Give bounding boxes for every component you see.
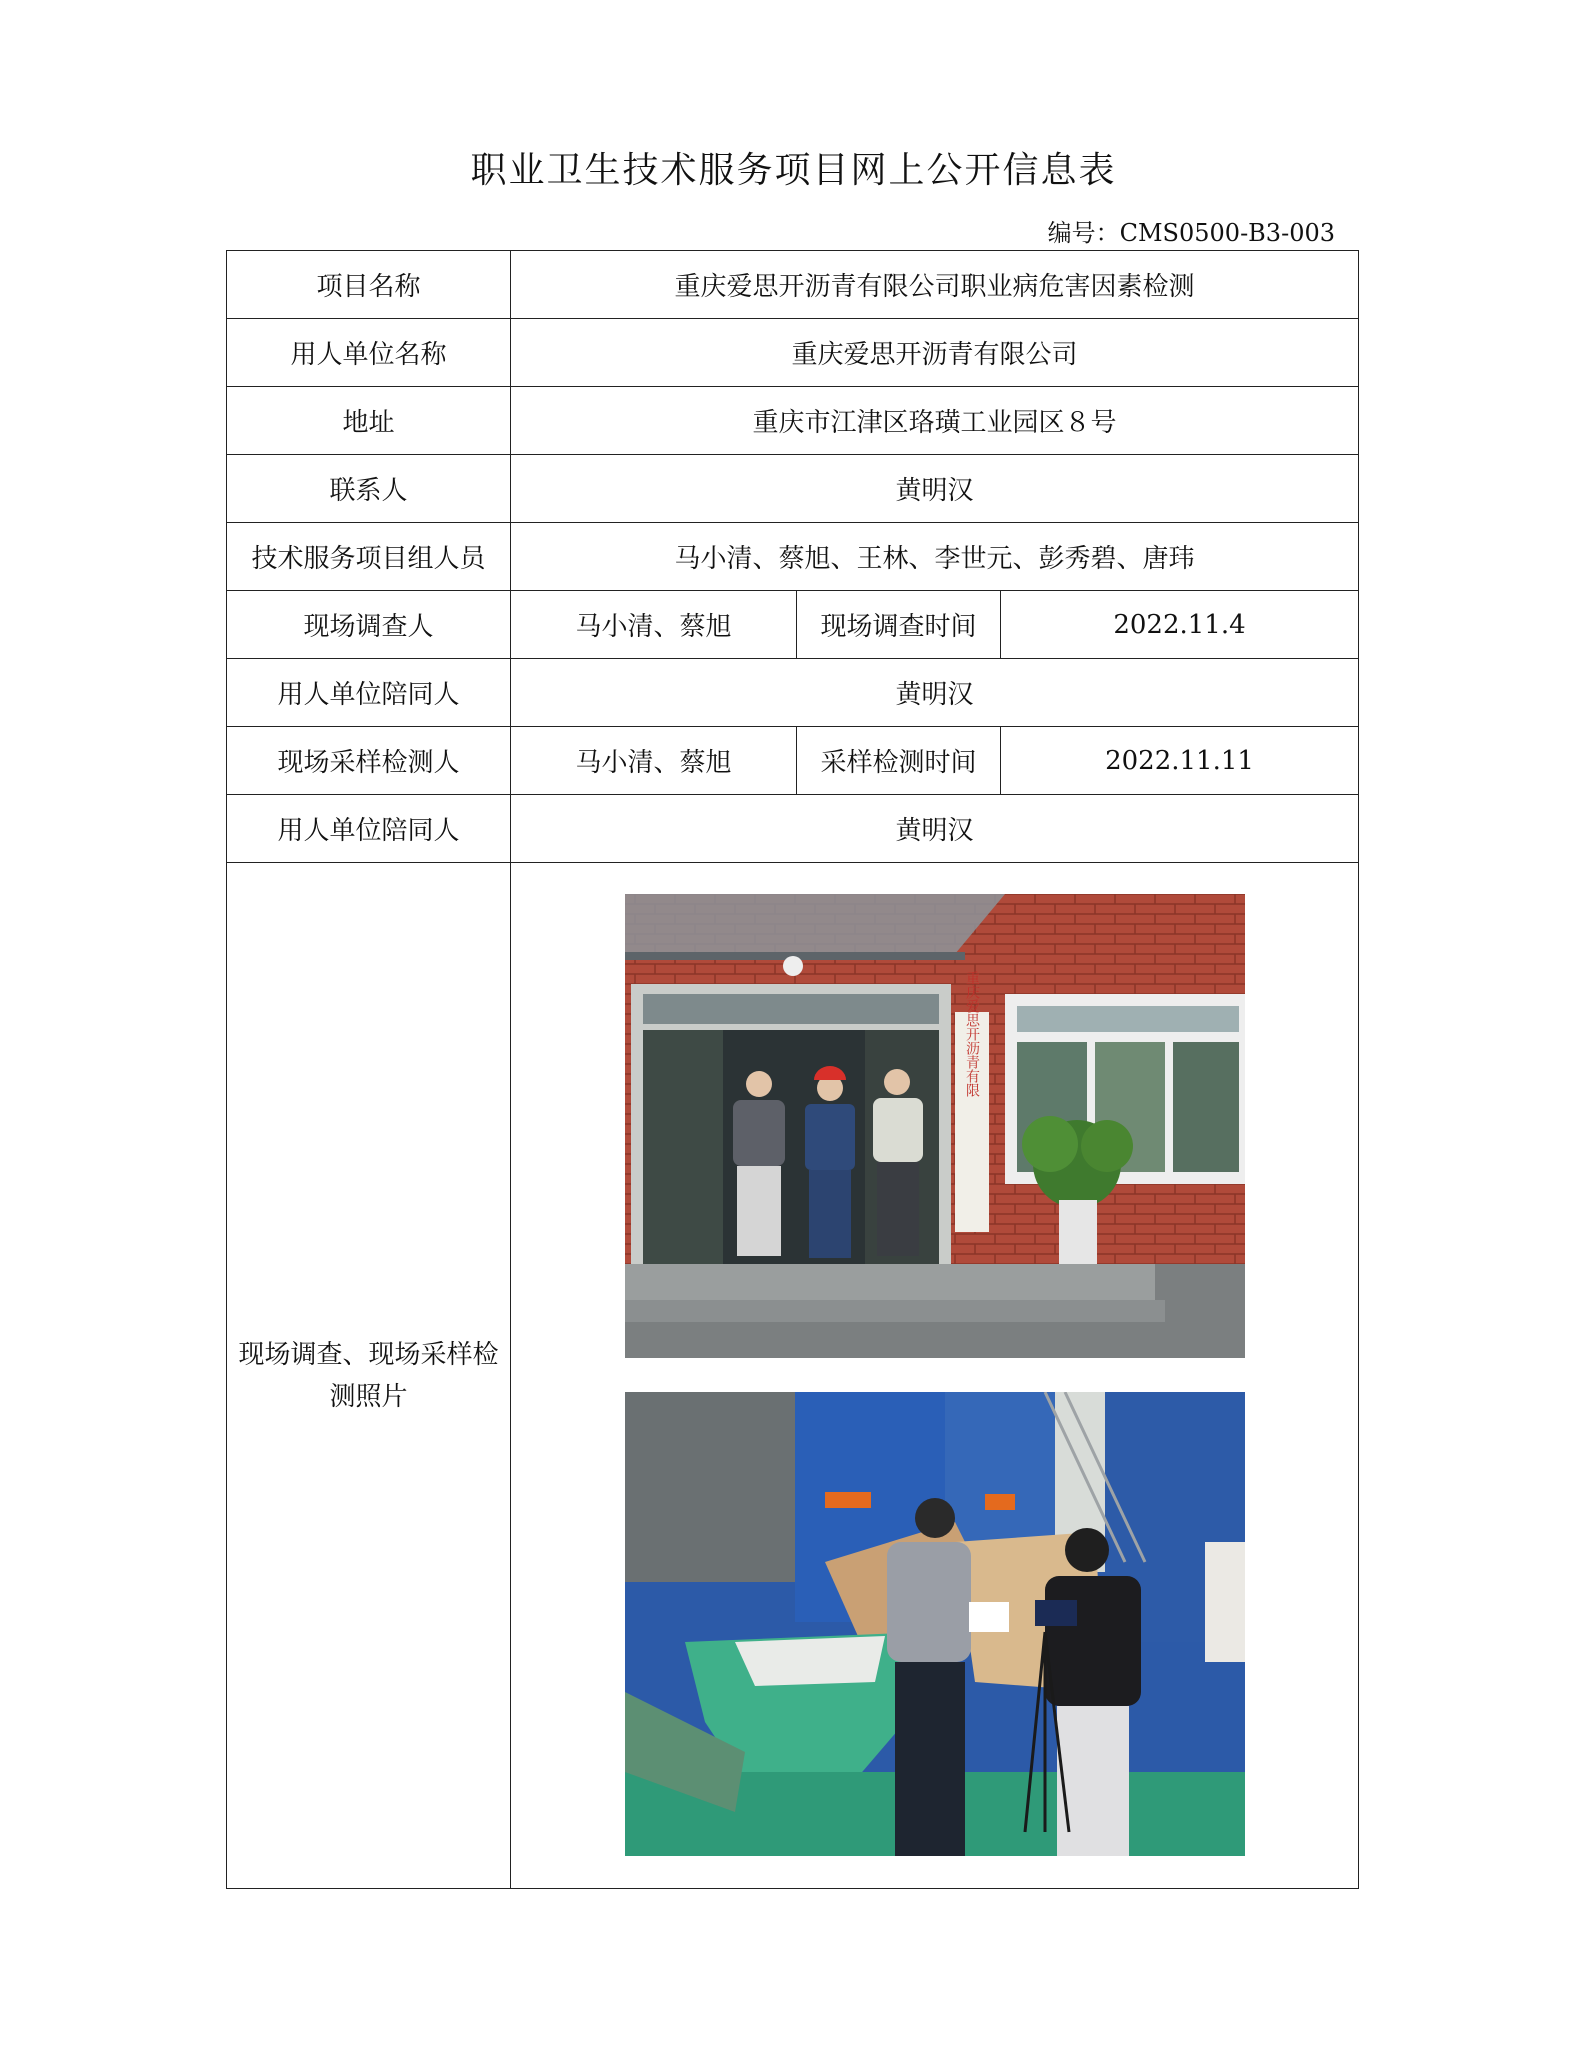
value-sampling-escort: 黄明汉 [511, 795, 1359, 863]
label-survey: 现场调查人 [227, 591, 511, 659]
value-sampling: 马小清、蔡旭 [511, 727, 797, 795]
label-project-name: 项目名称 [227, 251, 511, 319]
label-employer-name: 用人单位名称 [227, 319, 511, 387]
value-survey-escort: 黄明汉 [511, 659, 1359, 727]
row-sampling-escort [227, 795, 1359, 863]
row-photos [227, 863, 1359, 1889]
sampling-photo [625, 1392, 1245, 1856]
sign-text: 重庆爱思开沥青有限 [963, 971, 980, 1097]
row-project-name [227, 251, 1359, 319]
value-survey: 马小清、蔡旭 [511, 591, 797, 659]
row-sampling [227, 727, 1359, 795]
label-sampling: 现场采样检测人 [227, 727, 511, 795]
info-table [226, 250, 1359, 1889]
label-team: 技术服务项目组人员 [227, 523, 511, 591]
row-employer-name [227, 319, 1359, 387]
row-survey [227, 591, 1359, 659]
label-sampling-time: 采样检测时间 [797, 727, 1001, 795]
value-contact: 黄明汉 [511, 455, 1359, 523]
label-sampling-escort: 用人单位陪同人 [227, 795, 511, 863]
value-address: 重庆市江津区珞璜工业园区８号 [511, 387, 1359, 455]
photos-cell [511, 863, 1359, 1889]
document-number: 编号：CMS0500-B3-003 [1047, 219, 1335, 247]
label-survey-time: 现场调查时间 [797, 591, 1001, 659]
document-title: 职业卫生技术服务项目网上公开信息表 [470, 150, 1117, 191]
value-employer-name: 重庆爱思开沥青有限公司 [511, 319, 1359, 387]
value-team: 马小清、蔡旭、王林、李世元、彭秀碧、唐玮 [511, 523, 1359, 591]
label-address: 地址 [227, 387, 511, 455]
label-photos: 现场调查、现场采样检测照片 [227, 863, 511, 1889]
row-address [227, 387, 1359, 455]
label-contact: 联系人 [227, 455, 511, 523]
site-survey-photo [625, 894, 1245, 1358]
value-sampling-time: 2022.11.11 [1001, 727, 1359, 795]
row-survey-escort [227, 659, 1359, 727]
row-team [227, 523, 1359, 591]
label-survey-escort: 用人单位陪同人 [227, 659, 511, 727]
row-contact [227, 455, 1359, 523]
value-project-name: 重庆爱思开沥青有限公司职业病危害因素检测 [511, 251, 1359, 319]
value-survey-time: 2022.11.4 [1001, 591, 1359, 659]
